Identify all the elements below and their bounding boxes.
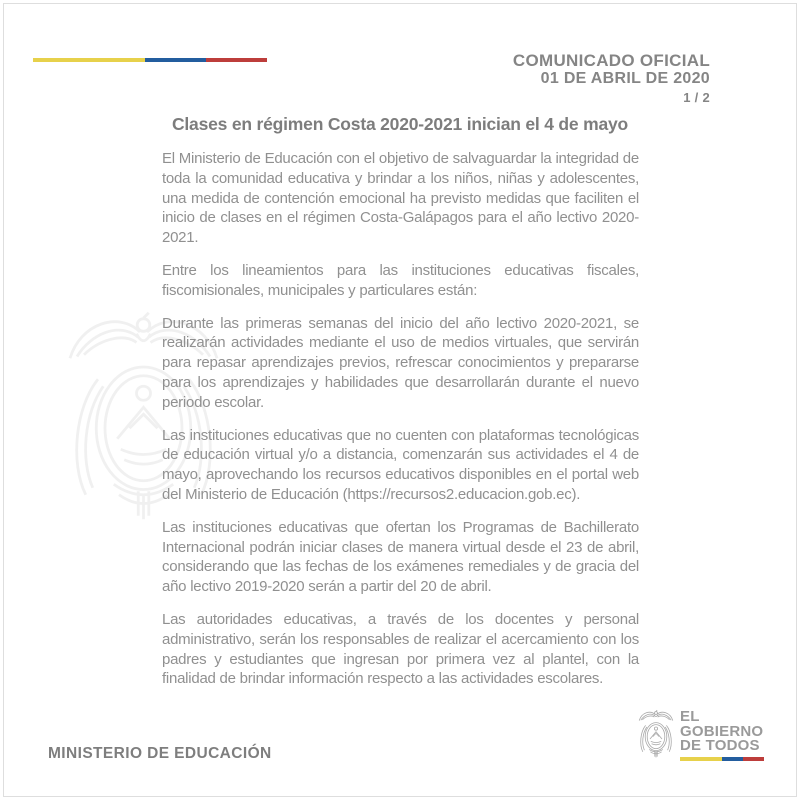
ecuador-coat-of-arms-icon	[634, 707, 678, 767]
page-indicator: 1 / 2	[683, 90, 710, 105]
flag-stripe-yellow	[33, 58, 145, 62]
page-title: Clases en régimen Costa 2020-2021 inician el 4 de mayo	[171, 114, 629, 134]
flag-stripe-red	[206, 58, 267, 62]
logo-line-3: DE TODOS	[680, 737, 760, 754]
paragraph: Las autoridades educativas, a través de los docentes y personal administrativo, serán los responsables de realizar el acercamiento con los padres y estudiantes que ingresan por primera vez al plantel, con la finalidad de brindar información respecto a las actividades escolares.	[162, 610, 639, 688]
flag-stripe-blue	[145, 58, 206, 62]
logo-line-1: EL	[680, 708, 700, 725]
paragraph: Las instituciones educativas que no cuenten con plataformas tecnológicas de educación virtual y/o a distancia, comenzarán sus actividades el 4 de mayo, aprovechando los recursos educativos disponibles en el portal web del Ministerio de Educación (https://recursos2.educacion.gob.ec).	[162, 426, 639, 503]
logo-line-2: GOBIERNO	[680, 722, 764, 740]
gobierno-logo-text	[680, 707, 764, 761]
comunicado-label: COMUNICADO OFICIAL	[512, 51, 710, 70]
paragraph: Durante las primeras semanas del inicio del año lectivo 2020-2021, se realizarán actividades mediante el uso de medios virtuales, que servirán para repasar aprendizajes previos, refrescar conocimientos y prepararse para los aprendizajes y habilidades que desarrollarán durante el nuevo periodo escolar.	[162, 314, 639, 411]
ministry-name: MINISTERIO DE EDUCACIÓN	[48, 745, 272, 762]
document-body	[162, 149, 639, 702]
logo-flag-stripe	[680, 757, 764, 761]
logo-stripe-yellow	[680, 757, 722, 761]
header-flag-stripe	[33, 58, 267, 62]
logo-stripe-blue	[722, 757, 743, 761]
paragraph: Entre los lineamientos para las instituciones educativas fiscales, fiscomisionales, municipales y particulares están:	[162, 261, 639, 299]
gobierno-de-todos-logo	[634, 707, 764, 767]
header-meta	[513, 52, 710, 106]
paragraph: Las instituciones educativas que ofertan los Programas de Bachillerato Internacional podrán iniciar clases de manera virtual desde el 23 de abril, considerando que las fechas de los exámenes remediales y de gracia del año lectivo 2019-2020 serán a partir del 20 de abril.	[162, 518, 639, 596]
logo-stripe-red	[743, 757, 764, 761]
document-date: 01 DE ABRIL DE 2020	[540, 70, 710, 87]
paragraph: El Ministerio de Educación con el objetivo de salvaguardar la integridad de toda la comunidad educativa y brindar a los niños, niñas y adolescentes, una medida de contención emocional ha previsto medidas que faciliten el inicio de clases en el régimen Costa-Galápagos para el año lectivo 2020-2021.	[162, 150, 639, 247]
